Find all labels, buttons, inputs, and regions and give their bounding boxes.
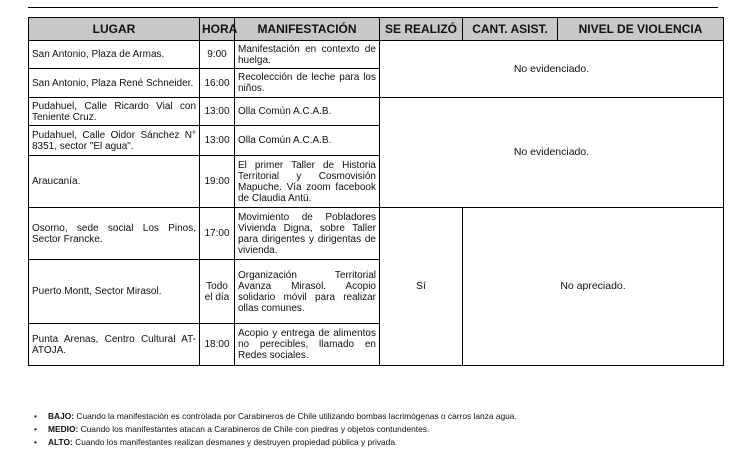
cell-lugar: Araucanía. [29, 156, 200, 208]
cell-manifestacion: Olla Común A.C.A.B. [235, 126, 380, 156]
cell-lugar: Punta Arenas, Centro Cultural AT-ATOJA. [29, 324, 200, 366]
cell-hora: 13:00 [200, 98, 235, 126]
table-row [29, 98, 724, 126]
cell-manifestacion: Acopio y entrega de alimentos no perecibles, llamado en Redes sociales. [235, 324, 380, 366]
cell-hora: 13:00 [200, 126, 235, 156]
merged-status-group-1: No evidenciado. [380, 41, 724, 98]
legend-item-medio [34, 423, 517, 436]
legend-item-alto [34, 436, 517, 449]
header-cant-asist: CANT. ASIST. [463, 18, 558, 41]
cell-hora: 19:00 [200, 156, 235, 208]
header-lugar: LUGAR [29, 18, 200, 41]
table-header-row [29, 18, 724, 41]
header-manifestacion: MANIFESTACIÓN [235, 18, 380, 41]
cell-hora: 17:00 [200, 208, 235, 260]
cell-hora: 18:00 [200, 324, 235, 366]
cell-hora: 9:00 [200, 41, 235, 69]
legend-label: MEDIO: [48, 424, 79, 434]
table-row [29, 208, 724, 260]
top-rule [28, 7, 718, 8]
cell-hora: 16:00 [200, 69, 235, 98]
cell-lugar: Pudahuel, Calle Ricardo Vial con Teniente Cruz. [29, 98, 200, 126]
cell-lugar: Puerto Montt, Sector Mirasol. [29, 260, 200, 324]
cell-manifestacion: El primer Taller de Historia Territorial y Cosmovisión Mapuche. Vía zoom facebook de Claudia Antü. [235, 156, 380, 208]
header-se-realizo: SE REALIZÓ [380, 18, 463, 41]
merged-se-realizo: Sí [380, 208, 463, 366]
cell-manifestacion: Recolección de leche para los niños. [235, 69, 380, 98]
legend-item-bajo [34, 410, 517, 423]
cell-lugar: Pudahuel, Calle Oidor Sánchez N° 8351, sector "El agua". [29, 126, 200, 156]
cell-lugar: Osorno, sede social Los Pinos, Sector Francke. [29, 208, 200, 260]
manifestations-table [28, 17, 724, 366]
bullet: • [34, 411, 37, 421]
header-nivel-violencia: NIVEL DE VIOLENCIA [558, 18, 724, 41]
violence-level-legend [34, 410, 517, 449]
cell-manifestacion: Organización Territorial Avanza Mirasol. Acopio solidario móvil para realizar ollas comunes. [235, 260, 380, 324]
bullet: • [34, 424, 37, 434]
bullet: • [34, 437, 37, 447]
cell-manifestacion: Manifestación en contexto de huelga. [235, 41, 380, 69]
header-hora: HORA [200, 18, 235, 41]
legend-text: Cuando los manifestantes atacan a Carabineros de Chile con piedras y objetos contundentes. [78, 424, 430, 434]
merged-status-group-2: No evidenciado. [380, 98, 724, 208]
cell-manifestacion: Movimiento de Pobladores Vivienda Digna, sobre Taller para dirigentes y dirigentas de vivienda. [235, 208, 380, 260]
cell-manifestacion: Olla Común A.C.A.B. [235, 98, 380, 126]
merged-nivel-violencia: No apreciado. [463, 208, 724, 366]
table-row [29, 41, 724, 69]
legend-label: BAJO: [48, 411, 75, 421]
legend-label: ALTO: [48, 437, 73, 447]
cell-hora: Todo el día [200, 260, 235, 324]
legend-text: Cuando la manifestación es controlada por Carabineros de Chile utilizando bombas lacrimógenas o carros lanza agua. [74, 411, 517, 421]
cell-lugar: San Antonio, Plaza René Schneider. [29, 69, 200, 98]
cell-lugar: San Antonio, Plaza de Armas. [29, 41, 200, 69]
legend-text: Cuando los manifestantes realizan desmanes y destruyen propiedad pública y privada. [72, 437, 398, 447]
